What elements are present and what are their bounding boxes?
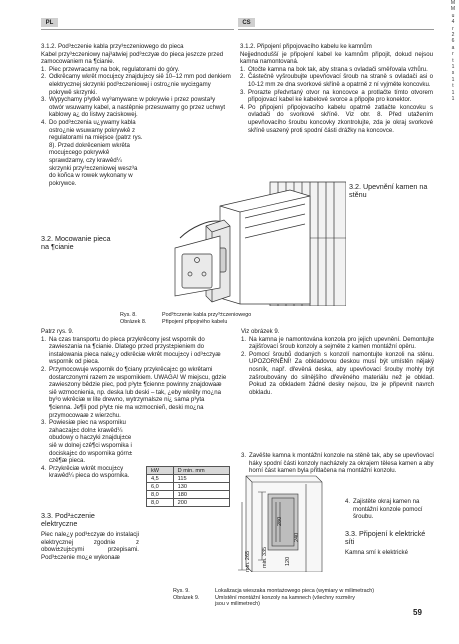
steps-list bbox=[240, 66, 433, 134]
section-heading: 3.1.2. Pod³±czenie kabla przy³±czeniowego do pieca bbox=[41, 43, 184, 50]
list-item: 2. Pomocí šroubů dodaných s konzolí namontujte konzoli na stěnu. UPOZORNĚNÍ! Za obkladovou deskou musí být umístěn nějaký nosník, např. dřevěná deska, aby upevňovací šrouby mohly být zašroubovány do silnějšího dřevěného materiálu než je obklad. Pokud za obkladem žádné desky nejsou, lze je připevnit navrch obkladu. bbox=[241, 350, 434, 396]
section-cs-step4 bbox=[345, 498, 433, 521]
clearance-table bbox=[146, 466, 230, 507]
steps-list bbox=[345, 498, 433, 521]
section-cs-cable bbox=[240, 43, 433, 134]
list-item: 2. Przymocowuje wspornik do ¶ciany przykrêcaj±c go wkrêtami dostarczonymi razem ze wspornikiem. UWAGA! W miejscu, gdzie zawieszony bêdzie piec, pod p³yt± ¶cienn± powinny znajdowaæ siê wzmocnienia, np. deska lub deski – tak, ¿eby wkrêty mo¿na by³o wkrêciæ w litе drewno, wytrzymalsze ni¿ sama p³yta ¶cienna. Je¶li pod p³yt± nie ma wzmocnieñ, deski mo¿na przymocowaæ z wierzchu. bbox=[41, 365, 227, 419]
list-item: 3. Zavěšte kamna k montážní konzole na stěně tak, aby se upevňovací háky spodní části konzoly nacházely za okrajem tělesa kamen a aby horní část kamen byla přitlačena na montážní konzolu. bbox=[241, 452, 434, 475]
figure-9-illustration bbox=[222, 472, 332, 572]
list-item: 3. Prorazte předvrtaný otvor na koncovce a protlačte tímto otvorem připojovací kabel ke kabelové svorce a připojte pro konektor. bbox=[240, 88, 433, 104]
steps-list bbox=[41, 66, 231, 188]
list-item: 3. Powiesiæ piec na wsporniku zahaczaj±c doln± krawêd¼ obudowy o haczyki znajduj±ce siê w dolnej czê¶ci wspornika i dociskaj±c do wspornika górn± czê¶æ pieca. bbox=[41, 419, 133, 465]
list-item: 3. Wypychamy p³ytkê wy³amywan± w pokrywie i przez powsta³y otwór wsuwamy kabel, a nastêpnie przesuwamy go przez uchwyt kablowy a¿ do listwy zaciskowej. bbox=[41, 96, 226, 119]
dimension-label: 280 bbox=[277, 516, 283, 526]
dimension-label: min. 335 bbox=[262, 546, 268, 568]
language-tag-cs: CS bbox=[238, 18, 255, 27]
list-item: 4. Po připojení připojovacího kabelu opatrně zatlačte koncovku s ovladači do svorkové skříně. Viz obr. 8. Před utažením upevňovacího šroubu koncovky zkontrolujte, zda je okraj svorkové skříně usazený proti spodní části drážky na koncovce. bbox=[240, 103, 433, 134]
table-row: 8,0 200 bbox=[147, 499, 230, 507]
table-header: kW bbox=[147, 467, 174, 475]
subheading-wall-mount-cs: 3.2. Upevnění kamen na stěnu bbox=[349, 182, 428, 200]
list-item: 4. Zajistěte okraj kamen na montážní konzole pomocí šroubu. bbox=[345, 498, 423, 521]
list-item: 1. Piec przewracamy na bok, regulatorami do góry. bbox=[41, 65, 180, 73]
steps-list bbox=[41, 336, 229, 480]
table-header: D min. mm bbox=[173, 467, 229, 475]
steps-list bbox=[241, 452, 434, 475]
list-item: 2. Odkrêcamy wkrêt mocuj±cy znajduj±cy siê 10–12 mm pod denkiem elektrycznej skrzynki pod³±czeniowej i ostro¿nie wyci±gamy pokrywê skrzynki. bbox=[41, 73, 231, 96]
section-intro: Kabel przy³±czeniowy naj³atwiej pod³±czyæ do pieca jeszcze przed zamocowaniem na ¶cianie. bbox=[41, 50, 224, 66]
dimension-label: 240 bbox=[294, 532, 300, 542]
section-pl-wall bbox=[41, 328, 229, 480]
header-rule-right bbox=[238, 29, 434, 30]
table-row: 8,0 180 bbox=[147, 491, 230, 499]
steps-list bbox=[241, 336, 434, 397]
figure-reference: Patrz rys. 9. bbox=[41, 328, 74, 335]
electric-text-cs: Kamna smí k elektrické bbox=[345, 549, 408, 556]
language-tag-pl: PL bbox=[41, 18, 58, 27]
subheading-wall-mount-pl: 3.2. Mocowanie pieca na ¶cianie bbox=[41, 234, 111, 252]
dimension-label: min. 265 bbox=[245, 550, 251, 572]
header-rule-left bbox=[41, 29, 234, 30]
list-item: 4. Do pod³±czenia u¿ywamy kabla ostro¿nie wsuwamy pokrywkê z regulatorami na miejsce (patrz rys. 8). Przed dokrêceniem wkrêta mocuj±cego pokrywkê sprawdzamy, czy krawêd¼ skrzynki przy³±czeniowej wesz³a do koñca w rowek wykonany w pokrywce. bbox=[41, 118, 143, 187]
section-cs-wall-cont bbox=[241, 452, 434, 475]
subheading-electric-pl: 3.3. Pod³±czenie elektryczne bbox=[41, 511, 95, 529]
figure-8-caption: Rys. 8. Pod³±czenie kabla przy³±czeniowego Obrázek 8. Připojení připojného kabelu bbox=[120, 312, 252, 325]
list-item: 1. Na czas transportu do pieca przykrêcony jest wspornik do zawieszania na ¶cianie. Dlatego przed przyst±pieniem do instalowania pieca nale¿y odkrêciæ wkrêt mocuj±cy i od³±czyæ wspornik od pieca. bbox=[41, 335, 221, 366]
page-number: 59 bbox=[413, 608, 422, 617]
list-item: 2. Částečně vyšroubujte upevňovací šroub na straně s ovladači asi o 10-12 mm ze dna svorkové skříně a opatrně z ní vyjměte koncovku. bbox=[240, 73, 433, 88]
list-item: 1. Na kamna je namontována konzola pro jejich upevnění. Demontujte zajišťovací šroub konzoly a sejměte z kamen montážní opěru. bbox=[241, 335, 434, 351]
figure-9-caption: Rys. 9. Lokalizacja wieszaka montażowego pieca (wymiary w milimetrach) Obrázek 9. Umístění montážní konzoly na kamnech (všechny rozměry jsou v milimetrech) bbox=[173, 588, 375, 608]
list-item: 4. Przykrêciæ wkrêt mocuj±cy krawêd¼ pieca do wspornika. bbox=[41, 464, 130, 480]
section-cs-wall bbox=[241, 328, 434, 396]
subheading-electric-cs: 3.3. Připojení k elektrické síti bbox=[345, 529, 426, 547]
section-pl-cable bbox=[41, 43, 231, 187]
side-index-strip: M M u 4 r 2 6 a r t 1 s 1 t 1 1 bbox=[450, 0, 456, 103]
section-intro: Nejjednodušší je připojení kabel ke kamnům připojit, dokud nejsou kamna namontovaná. bbox=[240, 50, 433, 66]
dimension-label: 120 bbox=[285, 556, 291, 566]
section-heading: 3.1.2. Připojení připojovacího kabelu ke kamnům bbox=[240, 43, 372, 50]
electric-text-pl: Piec nale¿y pod³±czyæ do instalacji elektrycznej zgodnie z obowi±zuj±cymi przepisami. Pod³±czenie mo¿e wykonaæ bbox=[41, 531, 139, 561]
table-row: 6,0 130 bbox=[147, 483, 230, 491]
list-item: 1. Otočte kamna na bok tak, aby strana s ovladači směřovala vzhůru. bbox=[240, 65, 428, 73]
table-row: 4,5 115 bbox=[147, 475, 230, 483]
figure-reference: Viz obrázek 9. bbox=[241, 328, 280, 335]
figure-8-illustration bbox=[120, 178, 346, 306]
